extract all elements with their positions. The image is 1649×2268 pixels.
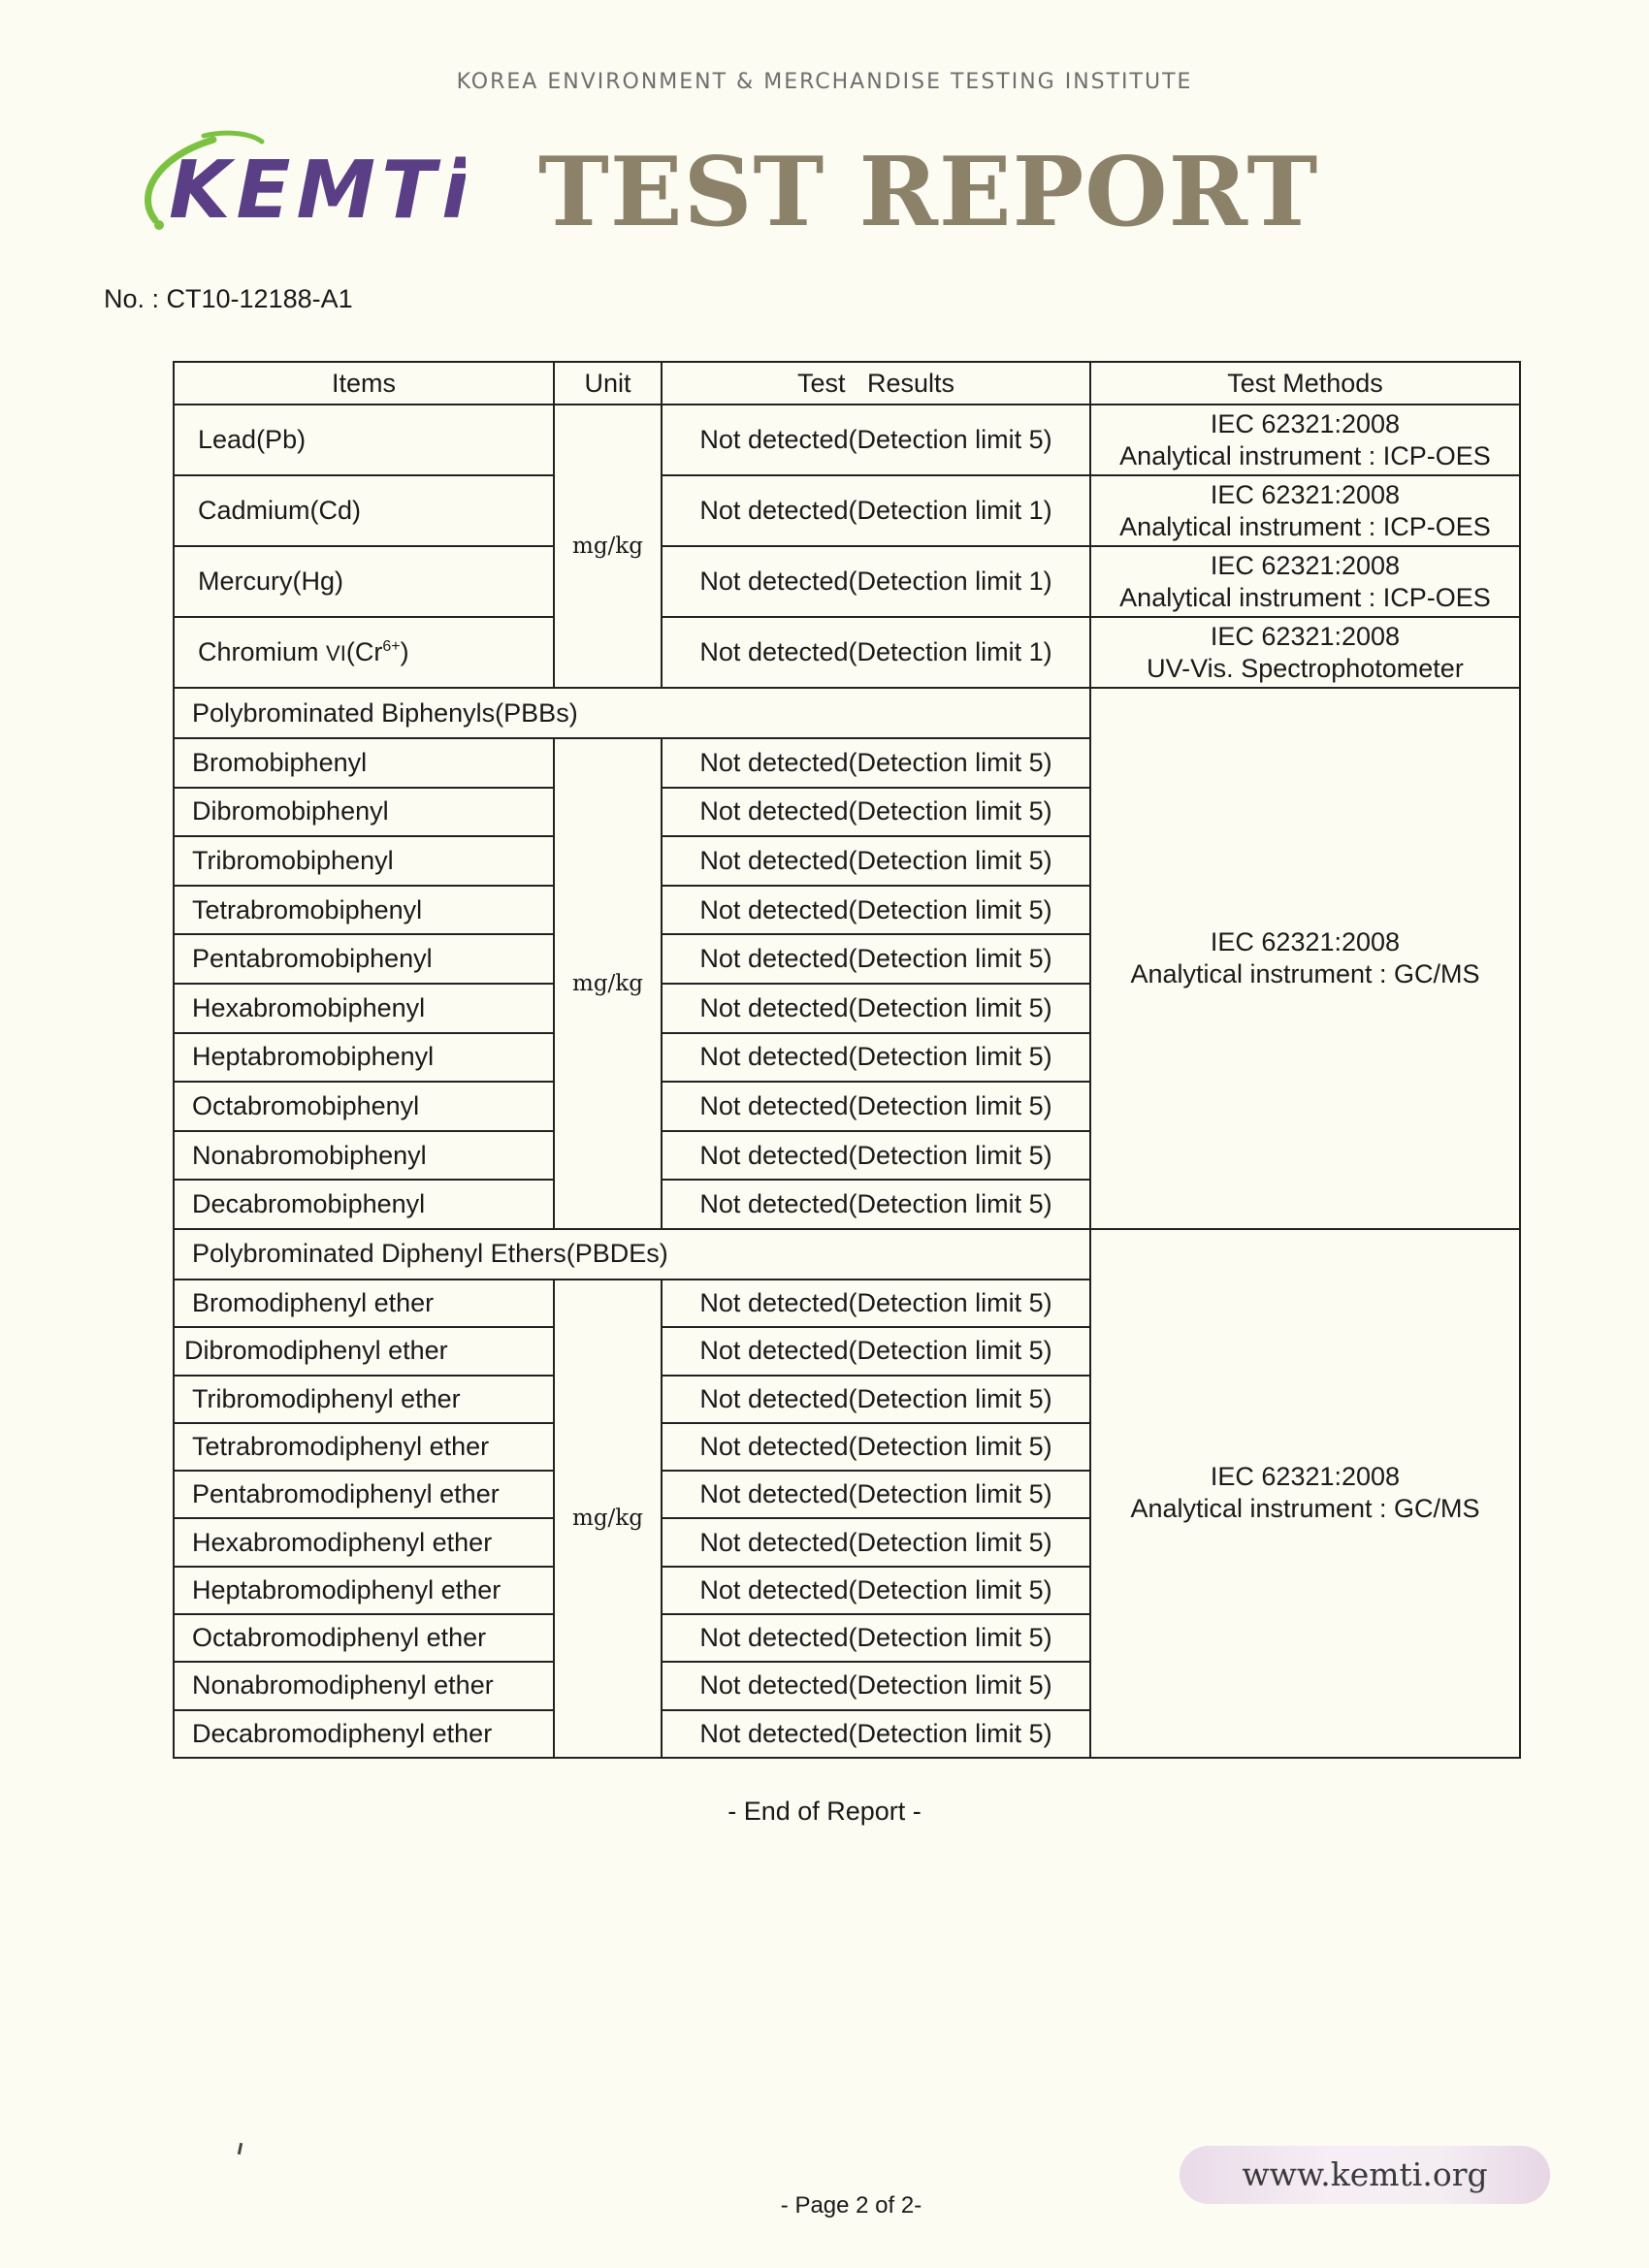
item-name: Octabromodiphenyl ether (174, 1614, 554, 1662)
website-link[interactable]: www.kemti.org (1180, 2146, 1550, 2204)
item-name: Bromobiphenyl (174, 738, 554, 788)
method-instrument: Analytical instrument : GC/MS (1130, 958, 1480, 988)
table-header-row (174, 362, 1520, 405)
result-value: Not detected(Detection limit 5) (662, 1518, 1090, 1566)
item-name: Lead(Pb) (174, 405, 554, 475)
item-name: Cadmium(Cd) (174, 475, 554, 546)
method-cell (1090, 617, 1520, 688)
result-value: Not detected(Detection limit 5) (662, 1180, 1090, 1229)
header-items: Items (174, 362, 554, 405)
item-name: Tetrabromodiphenyl ether (174, 1423, 554, 1471)
item-name: Tribromobiphenyl (174, 836, 554, 886)
result-value: Not detected(Detection limit 5) (662, 886, 1090, 935)
result-value: Not detected(Detection limit 1) (662, 546, 1090, 617)
result-value: Not detected(Detection limit 5) (662, 1423, 1090, 1471)
stray-ink-mark (238, 2143, 242, 2155)
header-results: Test Results (662, 362, 1090, 405)
table-row-chromium (174, 617, 1520, 688)
header-unit: Unit (554, 362, 662, 405)
chromium-label: Chromium (198, 637, 327, 666)
item-name: Decabromobiphenyl (174, 1180, 554, 1229)
item-name: Bromodiphenyl ether (174, 1280, 554, 1327)
unit-cell-pbb: mg/kg (554, 738, 662, 1229)
table-row-mercury (174, 546, 1520, 617)
method-standard: IEC 62321:2008 (1210, 621, 1401, 651)
item-name: Tetrabromobiphenyl (174, 886, 554, 935)
item-name: Pentabromobiphenyl (174, 934, 554, 984)
item-name: Hexabromodiphenyl ether (174, 1518, 554, 1566)
chromium-valence: VI (326, 641, 346, 665)
result-value: Not detected(Detection limit 5) (662, 1082, 1090, 1131)
chromium-formula: (Cr (345, 637, 383, 666)
result-value: Not detected(Detection limit 5) (662, 836, 1090, 886)
result-value: Not detected(Detection limit 5) (662, 1662, 1090, 1709)
result-value: Not detected(Detection limit 5) (662, 1033, 1090, 1083)
item-name: Dibromodiphenyl ether (174, 1327, 554, 1375)
result-value: Not detected(Detection limit 5) (662, 1376, 1090, 1423)
chromium-formula-close: ) (400, 637, 409, 666)
institute-name: KOREA ENVIRONMENT & MERCHANDISE TESTING INSTITUTE (456, 70, 1193, 94)
item-name: Nonabromobiphenyl (174, 1131, 554, 1181)
method-standard: IEC 62321:2008 (1210, 550, 1401, 580)
report-title: TEST REPORT (538, 137, 1319, 248)
logo-wordmark: KEMTi (169, 145, 466, 237)
chromium-charge: 6+ (382, 638, 401, 655)
kemti-logo (136, 128, 466, 244)
method-instrument: UV-Vis. Spectrophotometer (1147, 653, 1464, 683)
group-label-pbb: Polybrominated Biphenyls(PBBs) (174, 688, 1090, 738)
group-row-pbb (174, 688, 1520, 738)
method-standard: IEC 62321:2008 (1210, 408, 1401, 438)
result-value: Not detected(Detection limit 5) (662, 1567, 1090, 1614)
item-name: Octabromobiphenyl (174, 1082, 554, 1131)
method-cell (1090, 546, 1520, 617)
report-number (104, 284, 353, 314)
result-value: Not detected(Detection limit 5) (662, 1471, 1090, 1518)
item-name: Hexabromobiphenyl (174, 984, 554, 1033)
method-cell-pbde (1090, 1229, 1520, 1758)
item-name: Pentabromodiphenyl ether (174, 1471, 554, 1518)
result-value: Not detected(Detection limit 1) (662, 475, 1090, 546)
result-value: Not detected(Detection limit 5) (662, 934, 1090, 984)
method-standard: IEC 62321:2008 (1210, 1462, 1401, 1492)
result-value: Not detected(Detection limit 5) (662, 1280, 1090, 1327)
method-cell (1090, 405, 1520, 475)
table-row-cadmium (174, 475, 1520, 546)
kemti-logo-graphic (136, 128, 466, 244)
header-methods: Test Methods (1090, 362, 1520, 405)
group-label-pbde: Polybrominated Diphenyl Ethers(PBDEs) (174, 1229, 1090, 1280)
item-name-chromium (174, 617, 554, 688)
result-value: Not detected(Detection limit 5) (662, 738, 1090, 788)
report-number-value: CT10-12188-A1 (166, 284, 353, 313)
result-value: Not detected(Detection limit 5) (662, 405, 1090, 475)
result-value: Not detected(Detection limit 5) (662, 1327, 1090, 1375)
result-value: Not detected(Detection limit 5) (662, 1710, 1090, 1758)
method-standard: IEC 62321:2008 (1210, 479, 1401, 509)
group-row-pbde (174, 1229, 1520, 1280)
page-number: - Page 2 of 2- (780, 2192, 922, 2219)
item-name: Mercury(Hg) (174, 546, 554, 617)
unit-cell-metals: mg/kg (554, 405, 662, 688)
result-value: Not detected(Detection limit 5) (662, 1131, 1090, 1181)
table-row-lead (174, 405, 1520, 475)
result-value: Not detected(Detection limit 1) (662, 617, 1090, 688)
result-value: Not detected(Detection limit 5) (662, 788, 1090, 837)
item-name: Tribromodiphenyl ether (174, 1376, 554, 1423)
result-value: Not detected(Detection limit 5) (662, 1614, 1090, 1662)
item-name: Nonabromodiphenyl ether (174, 1662, 554, 1709)
method-instrument: Analytical instrument : ICP-OES (1119, 440, 1491, 470)
result-value: Not detected(Detection limit 5) (662, 984, 1090, 1033)
method-standard: IEC 62321:2008 (1210, 927, 1401, 957)
report-number-label: No. : (104, 284, 167, 313)
item-name: Heptabromobiphenyl (174, 1033, 554, 1083)
method-instrument: Analytical instrument : GC/MS (1130, 1494, 1480, 1524)
method-instrument: Analytical instrument : ICP-OES (1119, 511, 1491, 541)
end-of-report: - End of Report - (728, 1797, 922, 1826)
unit-cell-pbde: mg/kg (554, 1280, 662, 1758)
method-instrument: Analytical instrument : ICP-OES (1119, 582, 1491, 612)
method-cell (1090, 475, 1520, 546)
item-name: Decabromodiphenyl ether (174, 1710, 554, 1758)
item-name: Heptabromodiphenyl ether (174, 1567, 554, 1614)
item-name: Dibromobiphenyl (174, 788, 554, 837)
test-results-table (173, 361, 1521, 1759)
method-cell-pbb (1090, 688, 1520, 1229)
